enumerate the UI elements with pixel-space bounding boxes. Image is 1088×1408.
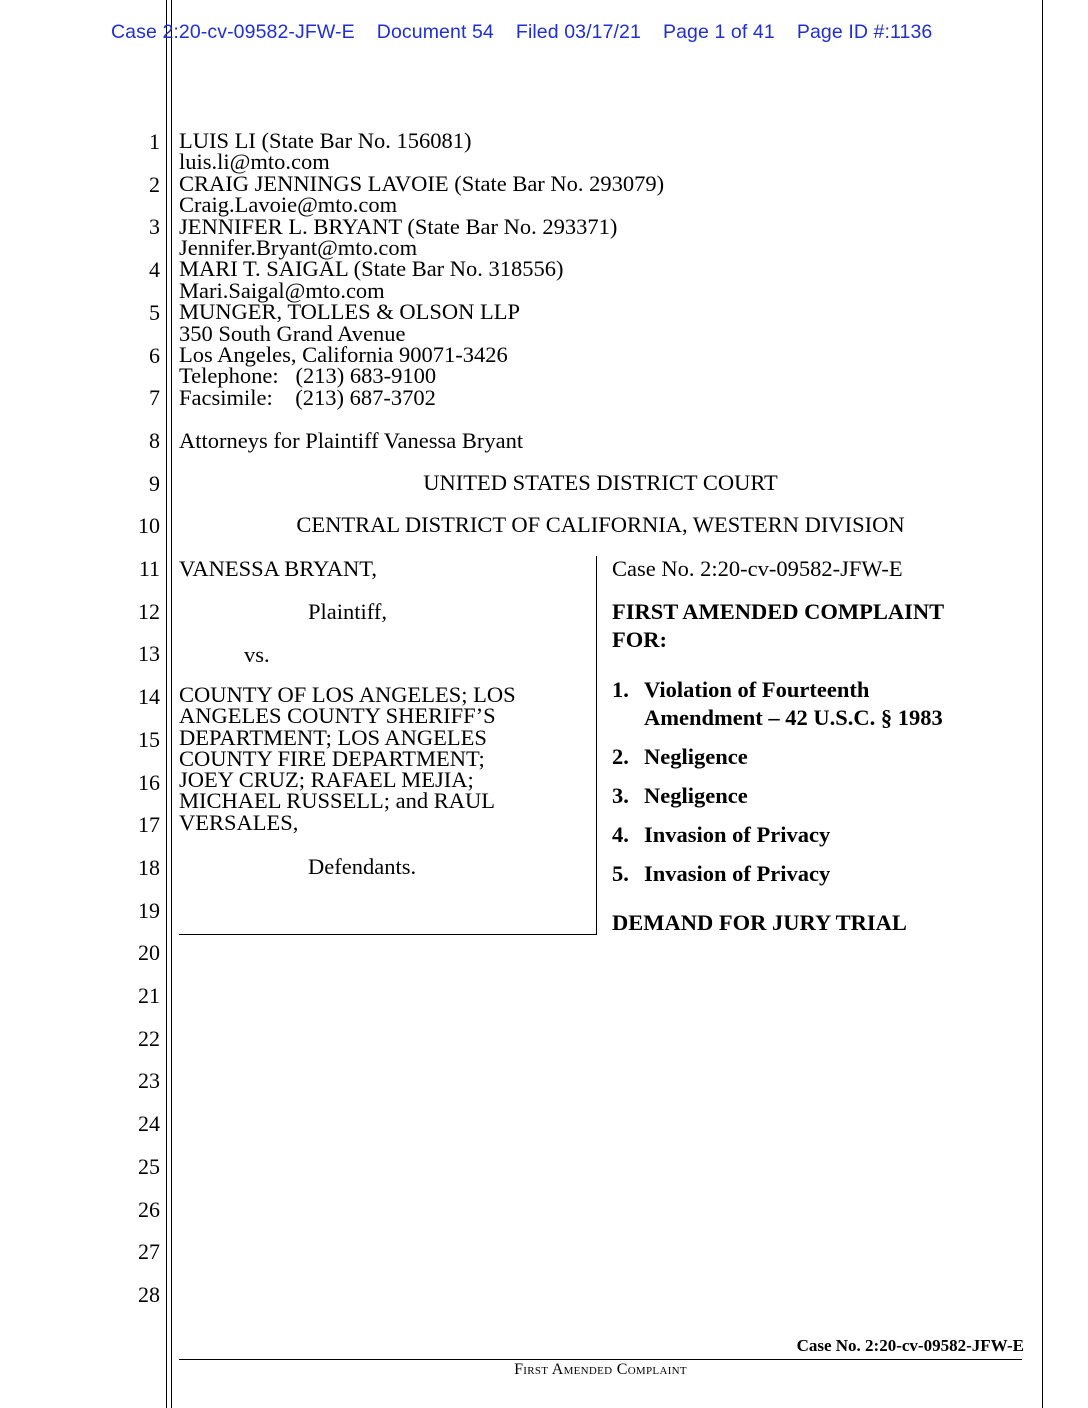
claim-item: [612, 782, 1012, 810]
right-margin-rule: [1042, 0, 1043, 1408]
claim-number: 5.: [612, 861, 629, 886]
claim-item: [612, 860, 1012, 888]
line-number: 20: [138, 940, 160, 966]
claim-item: [612, 676, 1012, 732]
line-number: 5: [149, 299, 160, 325]
counsel-line: Telephone: (213) 683-9100: [179, 363, 437, 389]
defendant-line: COUNTY FIRE DEPARTMENT;: [179, 745, 485, 771]
line-number: 2: [149, 171, 160, 197]
case-number: Case No. 2:20-cv-09582-JFW-E: [612, 556, 903, 581]
court-name: UNITED STATES DISTRICT COURT: [423, 470, 778, 495]
counsel-line: LUIS LI (State Bar No. 156081): [179, 128, 472, 153]
line-number: 10: [138, 513, 160, 539]
claims-list: [612, 676, 1012, 888]
defendant-line: VERSALES,: [179, 809, 299, 835]
line-number: 24: [138, 1111, 160, 1137]
line-number: 16: [138, 769, 160, 795]
line-number: 28: [138, 1281, 160, 1307]
line-number: 14: [138, 684, 160, 710]
counsel-block: [179, 130, 664, 408]
footer-rule: [179, 1359, 1022, 1360]
plaintiff-role: Plaintiff,: [308, 599, 387, 624]
counsel-line: Craig.Lavoie@mto.com: [179, 192, 398, 218]
counsel-line: Jennifer.Bryant@mto.com: [179, 235, 418, 261]
defendant-line: MICHAEL RUSSELL; and RAUL: [179, 788, 496, 814]
defendants-list: [179, 684, 516, 833]
counsel-line: Los Angeles, California 90071-3426: [179, 342, 508, 368]
line-number: 17: [138, 812, 160, 838]
claim-number: 3.: [612, 783, 629, 808]
defendant-line: ANGELES COUNTY SHERIFF’S: [179, 703, 496, 729]
counsel-line: MUNGER, TOLLES & OLSON LLP: [179, 299, 521, 325]
claim-text: Negligence: [644, 744, 748, 769]
complaint-title: [612, 598, 944, 654]
counsel-line: CRAIG JENNINGS LAVOIE (State Bar No. 293079): [179, 170, 665, 196]
claim-text: Invasion of Privacy: [644, 861, 831, 886]
claim-number: 4.: [612, 822, 629, 847]
defendants-role: Defendants.: [308, 854, 417, 879]
court-district: CENTRAL DISTRICT OF CALIFORNIA, WESTERN DIVISION: [296, 512, 905, 537]
defendant-line: COUNTY OF LOS ANGELES; LOS: [179, 682, 516, 707]
footer-document-title: First Amended Complaint: [514, 1361, 687, 1378]
line-number: 25: [138, 1153, 160, 1179]
complaint-title-line: FOR:: [612, 627, 667, 652]
counsel-line: 350 South Grand Avenue: [179, 320, 406, 346]
claim-number: 1.: [612, 677, 629, 702]
attorneys-for: Attorneys for Plaintiff Vanessa Bryant: [179, 428, 524, 453]
left-margin-rule-inner: [171, 0, 172, 1408]
line-number: 3: [149, 214, 160, 240]
footer-case-number: Case No. 2:20-cv-09582-JFW-E: [796, 1336, 1024, 1355]
counsel-line: MARI T. SAIGAL (State Bar No. 318556): [179, 256, 564, 282]
jury-demand: DEMAND FOR JURY TRIAL: [612, 910, 907, 935]
line-number: 13: [138, 641, 160, 667]
line-number: 7: [149, 385, 160, 411]
line-number: 1: [149, 129, 160, 154]
line-number: 15: [138, 726, 160, 752]
left-margin-rule-outer: [166, 0, 167, 1408]
line-number: 8: [149, 427, 160, 453]
line-number: 23: [138, 1068, 160, 1094]
line-number: 4: [149, 257, 160, 283]
counsel-line: Facsimile: (213) 687-3702: [179, 384, 436, 410]
claim-text: Violation of Fourteenth Amendment – 42 U.S.C. § 1983: [644, 677, 943, 730]
counsel-line: Mari.Saigal@mto.com: [179, 277, 385, 303]
plaintiff-name: VANESSA BRYANT,: [179, 556, 377, 581]
versus: vs.: [244, 642, 270, 667]
line-number: 11: [138, 556, 160, 581]
counsel-line: luis.li@mto.com: [179, 149, 330, 175]
line-number: 19: [138, 897, 160, 923]
line-number: 18: [138, 854, 160, 880]
line-number: 12: [138, 598, 160, 624]
claim-item: [612, 743, 1012, 771]
line-number: 26: [138, 1196, 160, 1222]
claim-text: Invasion of Privacy: [644, 822, 831, 847]
caption-parties: [179, 556, 597, 935]
complaint-title-line: FIRST AMENDED COMPLAINT: [612, 599, 945, 624]
line-number: 27: [138, 1239, 160, 1265]
line-number: 9: [149, 470, 160, 496]
defendant-line: DEPARTMENT; LOS ANGELES: [179, 724, 487, 750]
line-number: 6: [149, 342, 160, 368]
defendant-line: JOEY CRUZ; RAFAEL MEJIA;: [179, 767, 474, 793]
claim-text: Negligence: [644, 783, 748, 808]
filing-stamp: Case 2:20-cv-09582-JFW-E Document 54 Filed 03/17/21 Page 1 of 41 Page ID #:1136: [111, 21, 933, 43]
counsel-line: JENNIFER L. BRYANT (State Bar No. 293371): [179, 213, 618, 239]
line-number: 21: [138, 983, 160, 1008]
claim-number: 2.: [612, 744, 629, 769]
line-number: 22: [138, 1025, 160, 1051]
claim-item: [612, 821, 1012, 849]
